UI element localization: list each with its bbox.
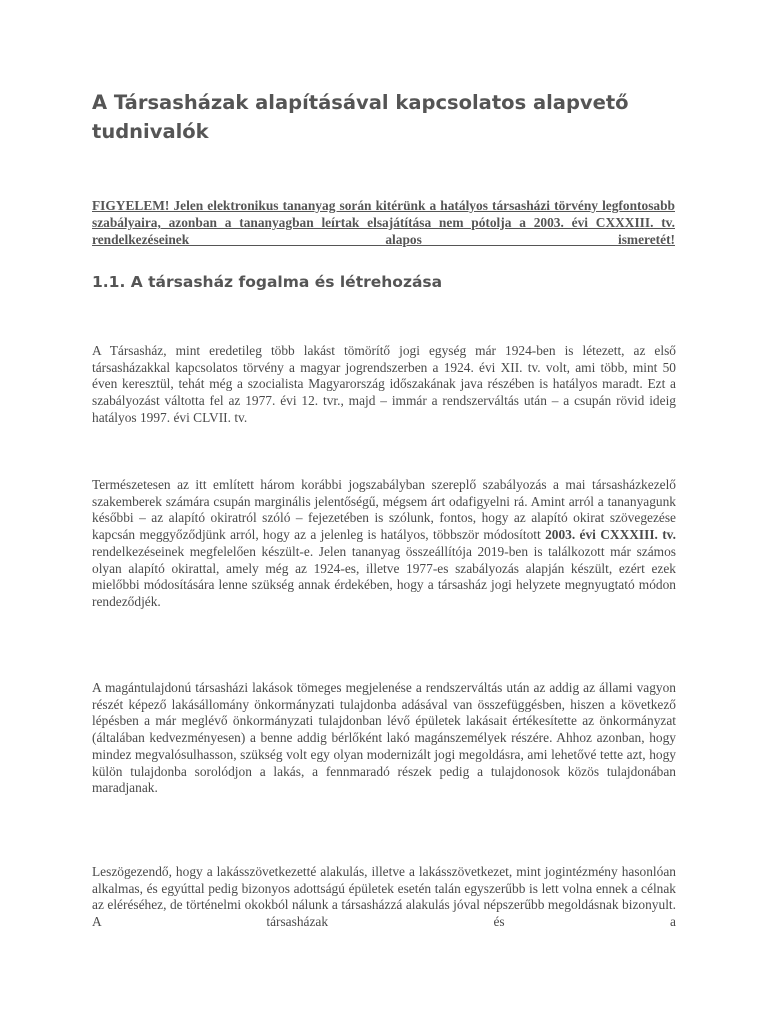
- paragraph-2-text-after: rendelkezéseinek megfelelően készült-e. Jelen tananyag összeállítója 2019-ben is találkozott már számos olyan alapító okirattal, amely még az 1924-es, illetve 1977-es szabályozás alapján készült, ezért ezek mielőbbi módosítására lenne szükség annak érdekében, hogy a társasház jogi helyzete megnyugtató módon rendeződjék.: [92, 543, 676, 609]
- paragraph-4: Leszögezendő, hogy a lakásszövetkezetté alakulás, illetve a lakásszövetkezet, mint jogintézmény hasonlóan alkalmas, és egyúttal pedig bizonyos adottságú épületek esetén talán egyszerűbb is lett volna ennek a célnak az eléréséhez, de történelmi okokból nálunk a társasházzá alakulás jóval népszerűbb megoldásnak bizonyult. A társasházak és a: [92, 864, 676, 930]
- law-reference: 2003. évi CXXXIII. tv.: [545, 527, 676, 543]
- section-heading: 1.1. A társasház fogalma és létrehozása: [92, 273, 443, 291]
- paragraph-2-text-before: Természetesen az itt említett három korábbi jogszabályban szereplő szabályozás a mai társasházkezelő szakemberek számára csupán marginális jelentőségű, mégsem árt odafigyelni rá. Amint arról a tananyagunk későbbi – az alapító okiratról szóló – fejezetében is szólunk, fontos, hogy az alapító okirat szövegezése kapcsán meggyőződjünk arról, hogy az a jelenleg is hatályos, többször módosított: [92, 477, 676, 543]
- document-title: A Társasházak alapításával kapcsolatos alapvető tudnivalók: [92, 91, 629, 143]
- paragraph-3: A magántulajdonú társasházi lakások tömeges megjelenése a rendszerváltás után az addig az állami vagyon részét képező lakásállomány önkormányzati tulajdonba adásával van összefüggésben, hiszen a következő lépésben a már meglévő önkormányzati tulajdonban lévő épületek lakásait értékesítette az önkormányzat (általában kedvezményesen) a benne addig bérlőként lakó magánszemélyek részére. Ahhoz azonban, hogy mindez megvalósulhasson, szükség volt egy olyan modernizált jogi megoldásra, ami lehetővé tette azt, hogy külön tulajdonba sorolódjon a lakás, a fennmaradó részek pedig a tulajdonosok közös tulajdonában maradjanak.: [92, 680, 676, 796]
- warning-notice: FIGYELEM! Jelen elektronikus tananyag során kitérünk a hatályos társasházi törvény legfontosabb szabályaira, azonban a tananyagban leírtak elsajátítása nem pótolja a 2003. évi CXXXIII. tv. rendelkezéseinek alapos ismeretét!: [92, 198, 675, 247]
- paragraph-2: [92, 477, 676, 611]
- paragraph-1: A Társasház, mint eredetileg több lakást tömörítő jogi egység már 1924-ben is létezett, az első társasházakkal kapcsolatos törvény a magyar jogrendszerben a 1924. évi XII. tv. volt, ami több, mint 50 éven keresztül, tehát még a szocialista Magyarország időszakának java részében is hatályos maradt. Ezt a szabályozást váltotta fel az 1977. évi 12. tvr., majd – immár a rendszerváltás után – a csupán rövid ideig hatályos 1997. évi CLVII. tv.: [92, 343, 676, 425]
